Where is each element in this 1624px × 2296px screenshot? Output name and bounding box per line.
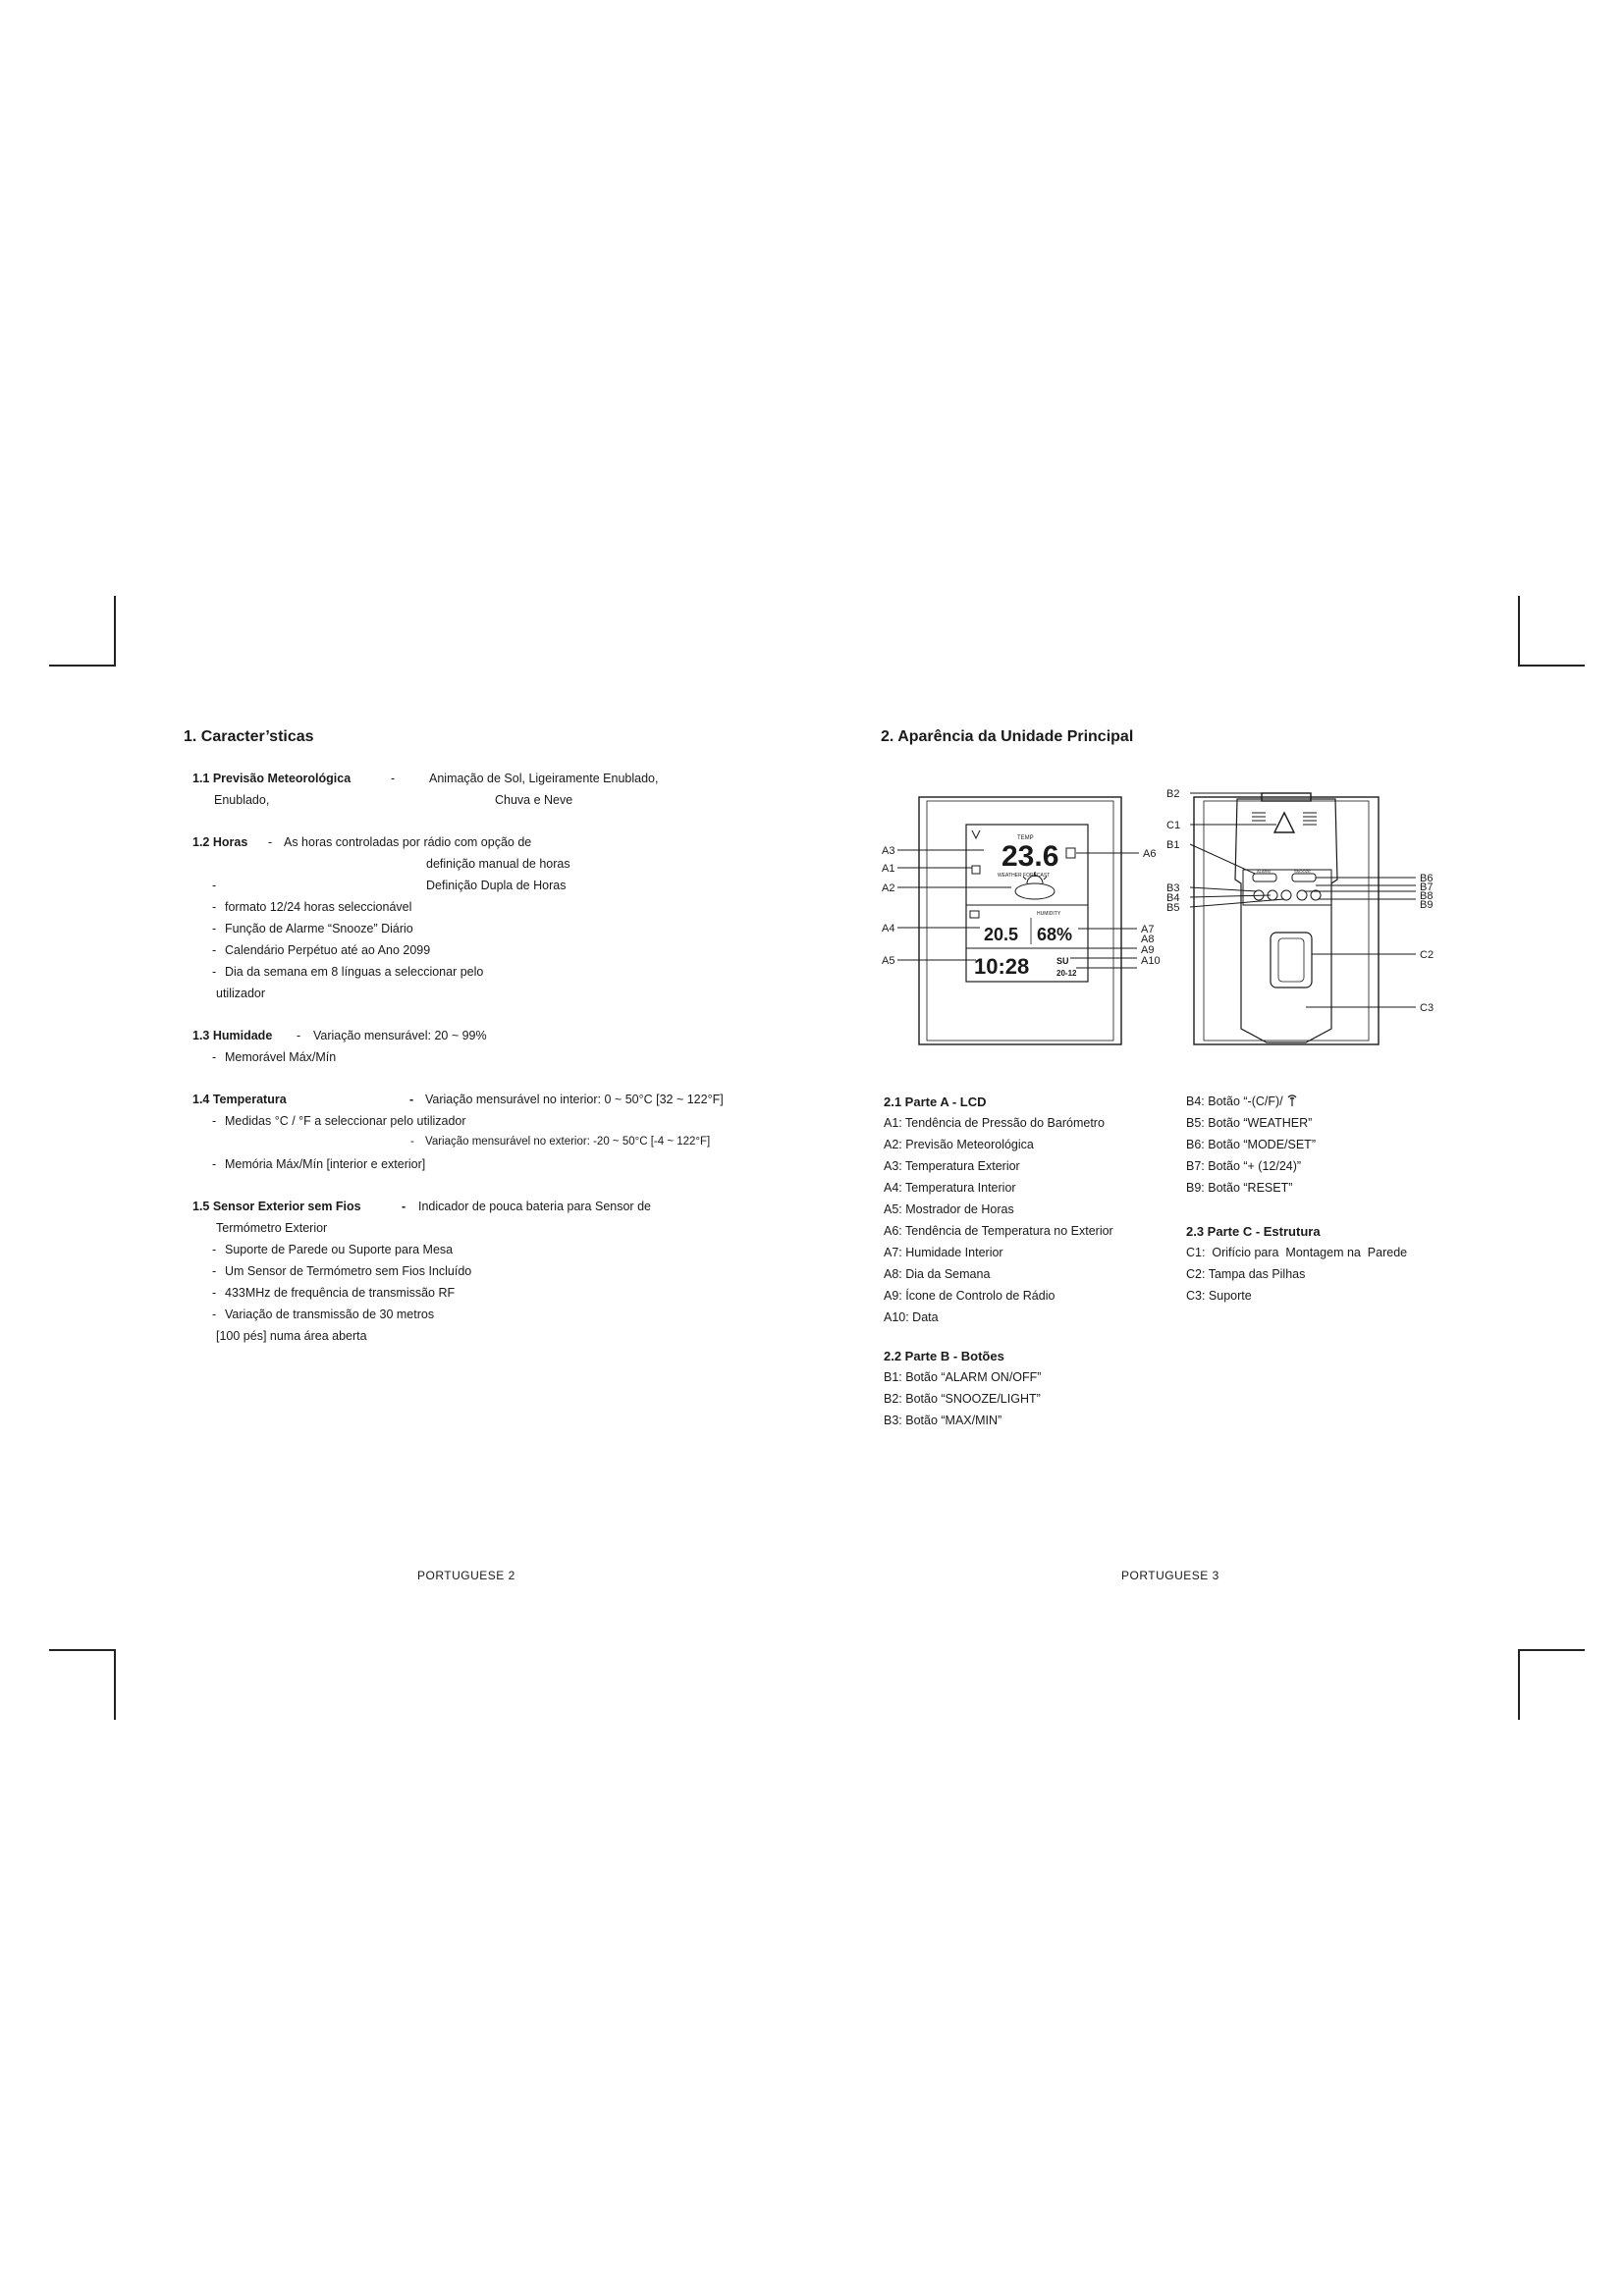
page-footer: PORTUGUESE 3 [1121,1569,1219,1582]
list-item: B2: Botão “SNOOZE/LIGHT” [884,1392,1041,1406]
list-item-cont: utilizador [216,987,266,1000]
lcd-in-temp: 20.5 [984,925,1019,944]
bullet-dash: - [212,1308,217,1321]
list-item: A10: Data [884,1310,939,1324]
snooze-button [1292,874,1316,881]
bullet-dash: - [212,1243,217,1256]
callout-c3: C3 [1420,1002,1435,1014]
text-line: definição manual de horas [426,857,570,871]
list-item-text: B4: Botão “-(C/F)/ [1186,1095,1283,1108]
battery-cover [1271,933,1312,988]
callout-c1: C1 [1166,820,1181,831]
crop-mark [1518,1649,1520,1720]
list-item: A5: Mostrador de Horas [884,1202,1014,1216]
dash: - [391,772,396,785]
list-item-cont: [100 pés] numa área aberta [216,1329,367,1343]
lcd-forecast-label: WEATHER FORECAST [998,873,1051,879]
dash: - [410,1136,414,1148]
list-item: formato 12/24 horas seleccionável [225,900,412,914]
dash: - [268,835,273,849]
subsection-title: 1.3 Humidade [192,1029,273,1042]
callout-a1: A1 [882,863,895,875]
list-item: B6: Botão “MODE/SET” [1186,1138,1316,1151]
callout-a6: A6 [1143,848,1157,860]
list-item: A6: Tendência de Temperatura no Exterior [884,1224,1113,1238]
antenna-icon [1286,1095,1298,1109]
bullet-dash: - [212,900,217,914]
callout-b5: B5 [1166,902,1180,914]
list-item: Um Sensor de Termómetro sem Fios Incluído [225,1264,472,1278]
subsection-title: 1.1 Previsão Meteorológica [192,772,352,785]
list-item: Variação de transmissão de 30 metros [225,1308,435,1321]
text-line: Variação mensurável no interior: 0 ~ 50°C [32 ~ 122°F] [425,1093,724,1106]
list-item: B5: Botão “WEATHER” [1186,1116,1313,1130]
bullet-dash: - [212,943,217,957]
callout-b8: B8 [1420,890,1434,902]
list-item: A1: Tendência de Pressão do Barómetro [884,1116,1105,1130]
callout-a3: A3 [882,845,895,857]
lcd-date: 20-12 [1056,969,1077,978]
callout-b3: B3 [1166,882,1180,894]
house-icon [970,911,979,918]
bullet-dash: - [212,965,217,979]
list-item: B7: Botão “+ (12/24)” [1186,1159,1302,1173]
subsection-title: 1.5 Sensor Exterior sem Fios [192,1200,361,1213]
crop-mark [114,1649,116,1720]
crop-mark [49,1649,116,1651]
list-item: A2: Previsão Meteorológica [884,1138,1034,1151]
unit-diagram [874,785,1542,1080]
text-line: Definição Dupla de Horas [426,879,567,892]
list-item: 433MHz de frequência de transmissão RF [225,1286,456,1300]
text-line: Variação mensurável: 20 ~ 99% [313,1029,487,1042]
dash: - [402,1200,406,1213]
callout-a5: A5 [882,955,895,967]
section-heading: 2. Aparência da Unidade Principal [881,728,1134,745]
list-item: Calendário Perpétuo até ao Ano 2099 [225,943,431,957]
snooze-button-label: SNOOZE [1294,869,1311,874]
wall-mount-hole [1274,813,1294,832]
callout-b7: B7 [1420,881,1434,893]
callout-a9: A9 [1141,944,1155,956]
lcd-out-temp: 23.6 [1001,840,1059,873]
lcd-humidity: 68% [1037,925,1073,944]
list-item: A7: Humidade Interior [884,1246,1003,1259]
list-item: Função de Alarme “Snooze” Diário [225,922,413,935]
list-item: Dia da semana em 8 línguas a seleccionar pelo [225,965,484,979]
text-line: Enublado, [214,793,270,807]
crop-mark [1518,596,1520,667]
callout-c2: C2 [1420,949,1435,961]
callout-b1: B1 [1166,839,1180,851]
bullet-dash: - [212,1286,217,1300]
callout-a7: A7 [1141,924,1155,935]
lcd-temp-label: TEMP [1017,835,1034,841]
cloud-icon [1015,883,1055,899]
page-footer: PORTUGUESE 2 [417,1569,515,1582]
subsection-title: 2.2 Parte B - Botões [884,1349,1004,1363]
subsection-title: 1.2 Horas [192,835,248,849]
text-line: Chuva e Neve [495,793,573,807]
list-item: B1: Botão “ALARM ON/OFF” [884,1370,1042,1384]
list-item: A3: Temperatura Exterior [884,1159,1020,1173]
dash: - [409,1093,414,1106]
section-heading: 1. Caracter’sticas [184,728,314,745]
back-housing [1235,799,1337,1042]
callout-a4: A4 [882,923,895,934]
barometer-trend-icon [972,866,980,874]
alarm-button-label: ALARM [1257,869,1271,874]
callout-a2: A2 [882,882,895,894]
callout-a10: A10 [1141,955,1161,967]
callout-b9: B9 [1420,899,1434,911]
list-item: A9: Ícone de Controlo de Rádio [884,1289,1056,1303]
subsection-title: 2.1 Parte A - LCD [884,1095,987,1109]
text-line: As horas controladas por rádio com opção de [284,835,532,849]
trend-arrow-icon [1066,848,1075,858]
list-item: Suporte de Parede ou Suporte para Mesa [225,1243,454,1256]
text-line: Termómetro Exterior [216,1221,328,1235]
list-item: Memória Máx/Mín [interior e exterior] [225,1157,426,1171]
list-item: Medidas °C / °F a seleccionar pelo utilizador [225,1114,466,1128]
list-item: B3: Botão “MAX/MIN” [884,1414,1002,1427]
lcd-humidity-label: HUMIDITY [1037,911,1061,917]
callout-b4: B4 [1166,892,1180,904]
bullet-dash: - [212,1114,217,1128]
list-item [1186,1095,1298,1109]
list-item: C3: Suporte [1186,1289,1252,1303]
callout-a8: A8 [1141,934,1155,945]
crop-mark [1518,1649,1585,1651]
bullet-dash: - [212,1157,217,1171]
text-line: Variação mensurável no exterior: -20 ~ 50°C [-4 ~ 122°F] [425,1136,711,1148]
alarm-button [1253,874,1276,881]
crop-mark [49,665,116,667]
callout-b2: B2 [1166,788,1180,800]
text-line: Indicador de pouca bateria para Sensor de [418,1200,651,1213]
dash: - [297,1029,301,1042]
crop-mark [1518,665,1585,667]
bullet-dash: - [212,922,217,935]
lcd-time: 10:28 [974,954,1030,979]
list-item: C1: Orifício para Montagem na Parede [1186,1246,1408,1259]
list-item: A8: Dia da Semana [884,1267,991,1281]
subsection-title: 1.4 Temperatura [192,1093,287,1106]
bullet-dash: - [212,879,217,892]
list-item: C2: Tampa das Pilhas [1186,1267,1306,1281]
list-item: Memorável Máx/Mín [225,1050,337,1064]
signal-icon [972,830,980,838]
text-line: Animação de Sol, Ligeiramente Enublado, [429,772,659,785]
front-unit-outline [919,797,1121,1044]
bullet-dash: - [212,1050,217,1064]
weather-button [1281,890,1291,900]
list-item: A4: Temperatura Interior [884,1181,1016,1195]
bullet-dash: - [212,1264,217,1278]
lcd-day: SU [1056,956,1069,966]
subsection-title: 2.3 Parte C - Estrutura [1186,1224,1321,1239]
callout-b6: B6 [1420,873,1434,884]
list-item: B9: Botão “RESET” [1186,1181,1293,1195]
crop-mark [114,596,116,667]
